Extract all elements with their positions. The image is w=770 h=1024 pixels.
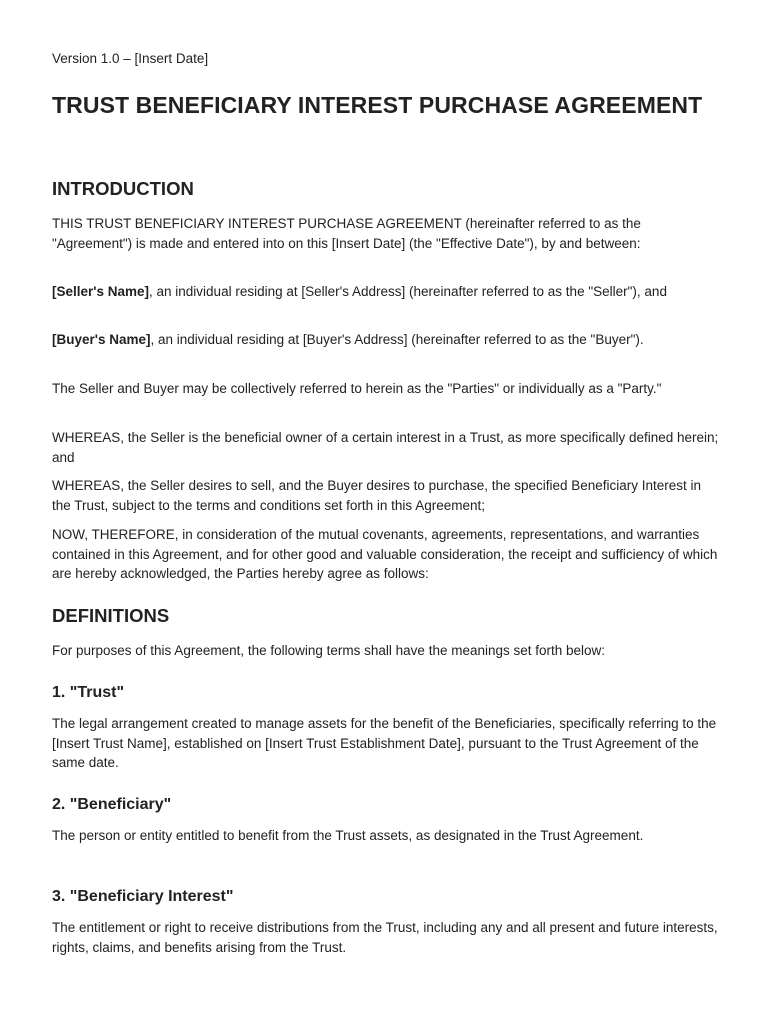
whereas-paragraph-2: WHEREAS, the Seller desires to sell, and the Buyer desires to purchase, the specified Beneficiary Interest in the Trust, subject to the terms and conditions set forth in this Agreement; xyxy=(52,478,702,513)
preamble-paragraph: THIS TRUST BENEFICIARY INTEREST PURCHASE AGREEMENT (hereinafter referred to as the "Agreement") is made and entered into on this [Insert Date] (the "Effective Date"), by and between: xyxy=(52,216,641,251)
definition-text-beneficiary-interest: The entitlement or right to receive distributions from the Trust, including any and all present and future interests, rights, claims, and benefits arising from the Trust. xyxy=(52,920,718,955)
buyer-paragraph xyxy=(52,330,720,350)
document-title: TRUST BENEFICIARY INTEREST PURCHASE AGREEMENT xyxy=(52,92,703,118)
buyer-name: [Buyer's Name] xyxy=(52,332,151,347)
definitions-heading: DEFINITIONS xyxy=(52,605,170,626)
seller-paragraph xyxy=(52,282,720,302)
definition-text-beneficiary: The person or entity entitled to benefit from the Trust assets, as designated in the Trust Agreement. xyxy=(52,828,644,843)
whereas-paragraph-1: WHEREAS, the Seller is the beneficial owner of a certain interest in a Trust, as more specifically defined herein; and xyxy=(52,430,719,465)
parties-paragraph: The Seller and Buyer may be collectively referred to herein as the "Parties" or individually as a "Party." xyxy=(52,381,662,396)
buyer-details: , an individual residing at [Buyer's Address] (hereinafter referred to as the "Buyer"). xyxy=(150,332,644,347)
definitions-intro: For purposes of this Agreement, the following terms shall have the meanings set forth below: xyxy=(52,643,606,658)
seller-name: [Seller's Name] xyxy=(52,284,150,299)
definition-heading-beneficiary-interest: 3. "Beneficiary Interest" xyxy=(52,888,234,905)
definition-heading-trust: 1. "Trust" xyxy=(52,684,125,701)
seller-details: , an individual residing at [Seller's Address] (hereinafter referred to as the "Seller"), and xyxy=(149,284,667,299)
definition-heading-beneficiary: 2. "Beneficiary" xyxy=(52,796,172,813)
version-line: Version 1.0 – [Insert Date] xyxy=(52,51,209,66)
introduction-heading: INTRODUCTION xyxy=(52,178,194,199)
definition-text-trust: The legal arrangement created to manage assets for the benefit of the Beneficiaries, specifically referring to the [Insert Trust Name], established on [Insert Trust Establishment Date], pursuant to the Trust Agreement of the same date. xyxy=(52,716,717,771)
now-therefore-paragraph: NOW, THEREFORE, in consideration of the mutual covenants, agreements, representations, and warranties contained in this Agreement, and for other good and valuable consideration, the receipt and sufficiency of which are hereby acknowledged, the Parties hereby agree as follows: xyxy=(52,527,718,582)
